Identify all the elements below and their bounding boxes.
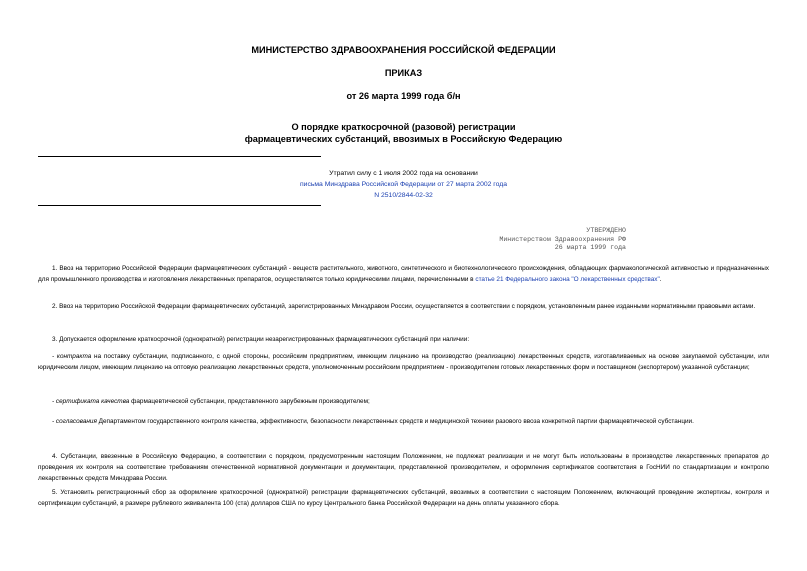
certificate-term: - сертификата качества [52, 398, 130, 405]
document-title-line-2: фармацевтических субстанций, ввозимых в Российскую Федерацию [244, 134, 563, 144]
paragraph-contract [38, 351, 769, 373]
paragraph-5 [38, 487, 769, 509]
law-article-21-link[interactable]: статье 21 Федерального закона "О лекарственных средствах" [475, 276, 660, 284]
paragraph-certificate-text: фармацевтической субстанции, представленного зарубежным производителем; [129, 398, 370, 405]
divider-top [38, 156, 321, 157]
paragraph-4 [38, 451, 769, 485]
approval-stamp-authority: Министерством Здравоохранения РФ [499, 236, 626, 243]
paragraph-4-text: 4. Субстанции, ввезенные в Российскую Федерацию, в соответствии с порядком, предусмотренным настоящим Положением, не подлежат реализации и не могут быть использованы в производстве лекарственных препаратов до проведения их контроля на соответствие требованиям отечественной нормативной документации и документации, представленной производителем, и оформления сертификатов соответствия в ГосНИИ по стандартизации и контролю лекарственных средств Минздрава России. [38, 453, 769, 483]
paragraph-certificate [38, 396, 769, 407]
paragraph-3-text: 3. Допускается оформление краткосрочной (однократной) регистрации незарегистрированных фармацевтических субстанций при наличии: [52, 336, 470, 343]
ministry-heading: МИНИСТЕРСТВО ЗДРАВООХРАНЕНИЯ РОССИЙСКОЙ ФЕДЕРАЦИИ [251, 45, 556, 55]
paragraph-approval-text: Департаментом государственного контроля качества, эффективности, безопасности лекарственных средств и медицинской техники разового ввоза конкретной партии фармацевтической субстанции. [96, 418, 694, 425]
repeal-letter-number-link[interactable]: N 2510/2844-02-32 [374, 192, 433, 199]
paragraph-2 [38, 301, 769, 312]
paragraph-2-text: 2. Ввоз на территорию Российской Федерации фармацевтических субстанций, зарегистрированных Минздравом России, осуществляется в соответствии с порядком, установленным ранее изданными нормативными правовыми актами. [52, 303, 756, 310]
repeal-letter-link[interactable]: письма Минздрава Российской Федерации от 27 марта 2002 года [299, 181, 508, 188]
contract-term: - контракта [52, 353, 92, 360]
status-note-line-2 [250, 179, 557, 191]
paragraph-1 [38, 263, 769, 285]
paragraph-3 [38, 334, 769, 345]
paragraph-approval [38, 416, 769, 427]
document-title-line-1: О порядке краткосрочной (разовой) регистрации [291, 122, 516, 132]
paragraph-5-text: 5. Установить регистрационный сбор за оформление краткосрочной (однократной) регистрации фармацевтических субстанций, ввозимых в соответствии с настоящим Положением, включающий проведение экспертизы, контроля и сертификации субстанций, в размере рублевого эквивалента 100 (ста) долларов США по курсу Центрального банка Российской Федерации на день оплаты указанного сбора. [38, 489, 769, 508]
approval-stamp-date: 26 марта 1999 года [554, 244, 626, 251]
paragraph-1-end: . [659, 276, 662, 284]
divider-bottom [38, 205, 321, 206]
approval-stamp-title: УТВЕРЖДЕНО [586, 227, 626, 234]
document-date-number: от 26 марта 1999 года б/н [346, 91, 461, 101]
document-type: ПРИКАЗ [384, 68, 423, 78]
paragraph-contract-text: на поставку субстанции, подписанного, с одной стороны, российским предприятием, имеющим лицензию на производство (реализацию) лекарственных средств, изготавливаемых на основе закупаемой субстанции, или юридическим лицом, имеющим лицензию на оптовую реализацию лекарственных средств, уполномоченным российским предприятием - производителем готовых лекарственных форм и поставщиком (экспортером) указанной субстанции; [38, 353, 769, 372]
approval-term: - согласования [52, 418, 97, 425]
paragraph-1-text: 1. Ввоз на территорию Российской Федерации фармацевтических субстанций - веществ растительного, животного, синтетического и биотехнологического происхождения, обладающих фармакологической активностью и предназначенных для промышленного производства и изготовления лекарственных препаратов, осуществляется только юридическими лицами, перечисленными в [38, 265, 769, 284]
status-note-text: Утратил силу с 1 июля 2002 года на основании [329, 170, 478, 177]
status-note-line-3 [250, 190, 557, 202]
